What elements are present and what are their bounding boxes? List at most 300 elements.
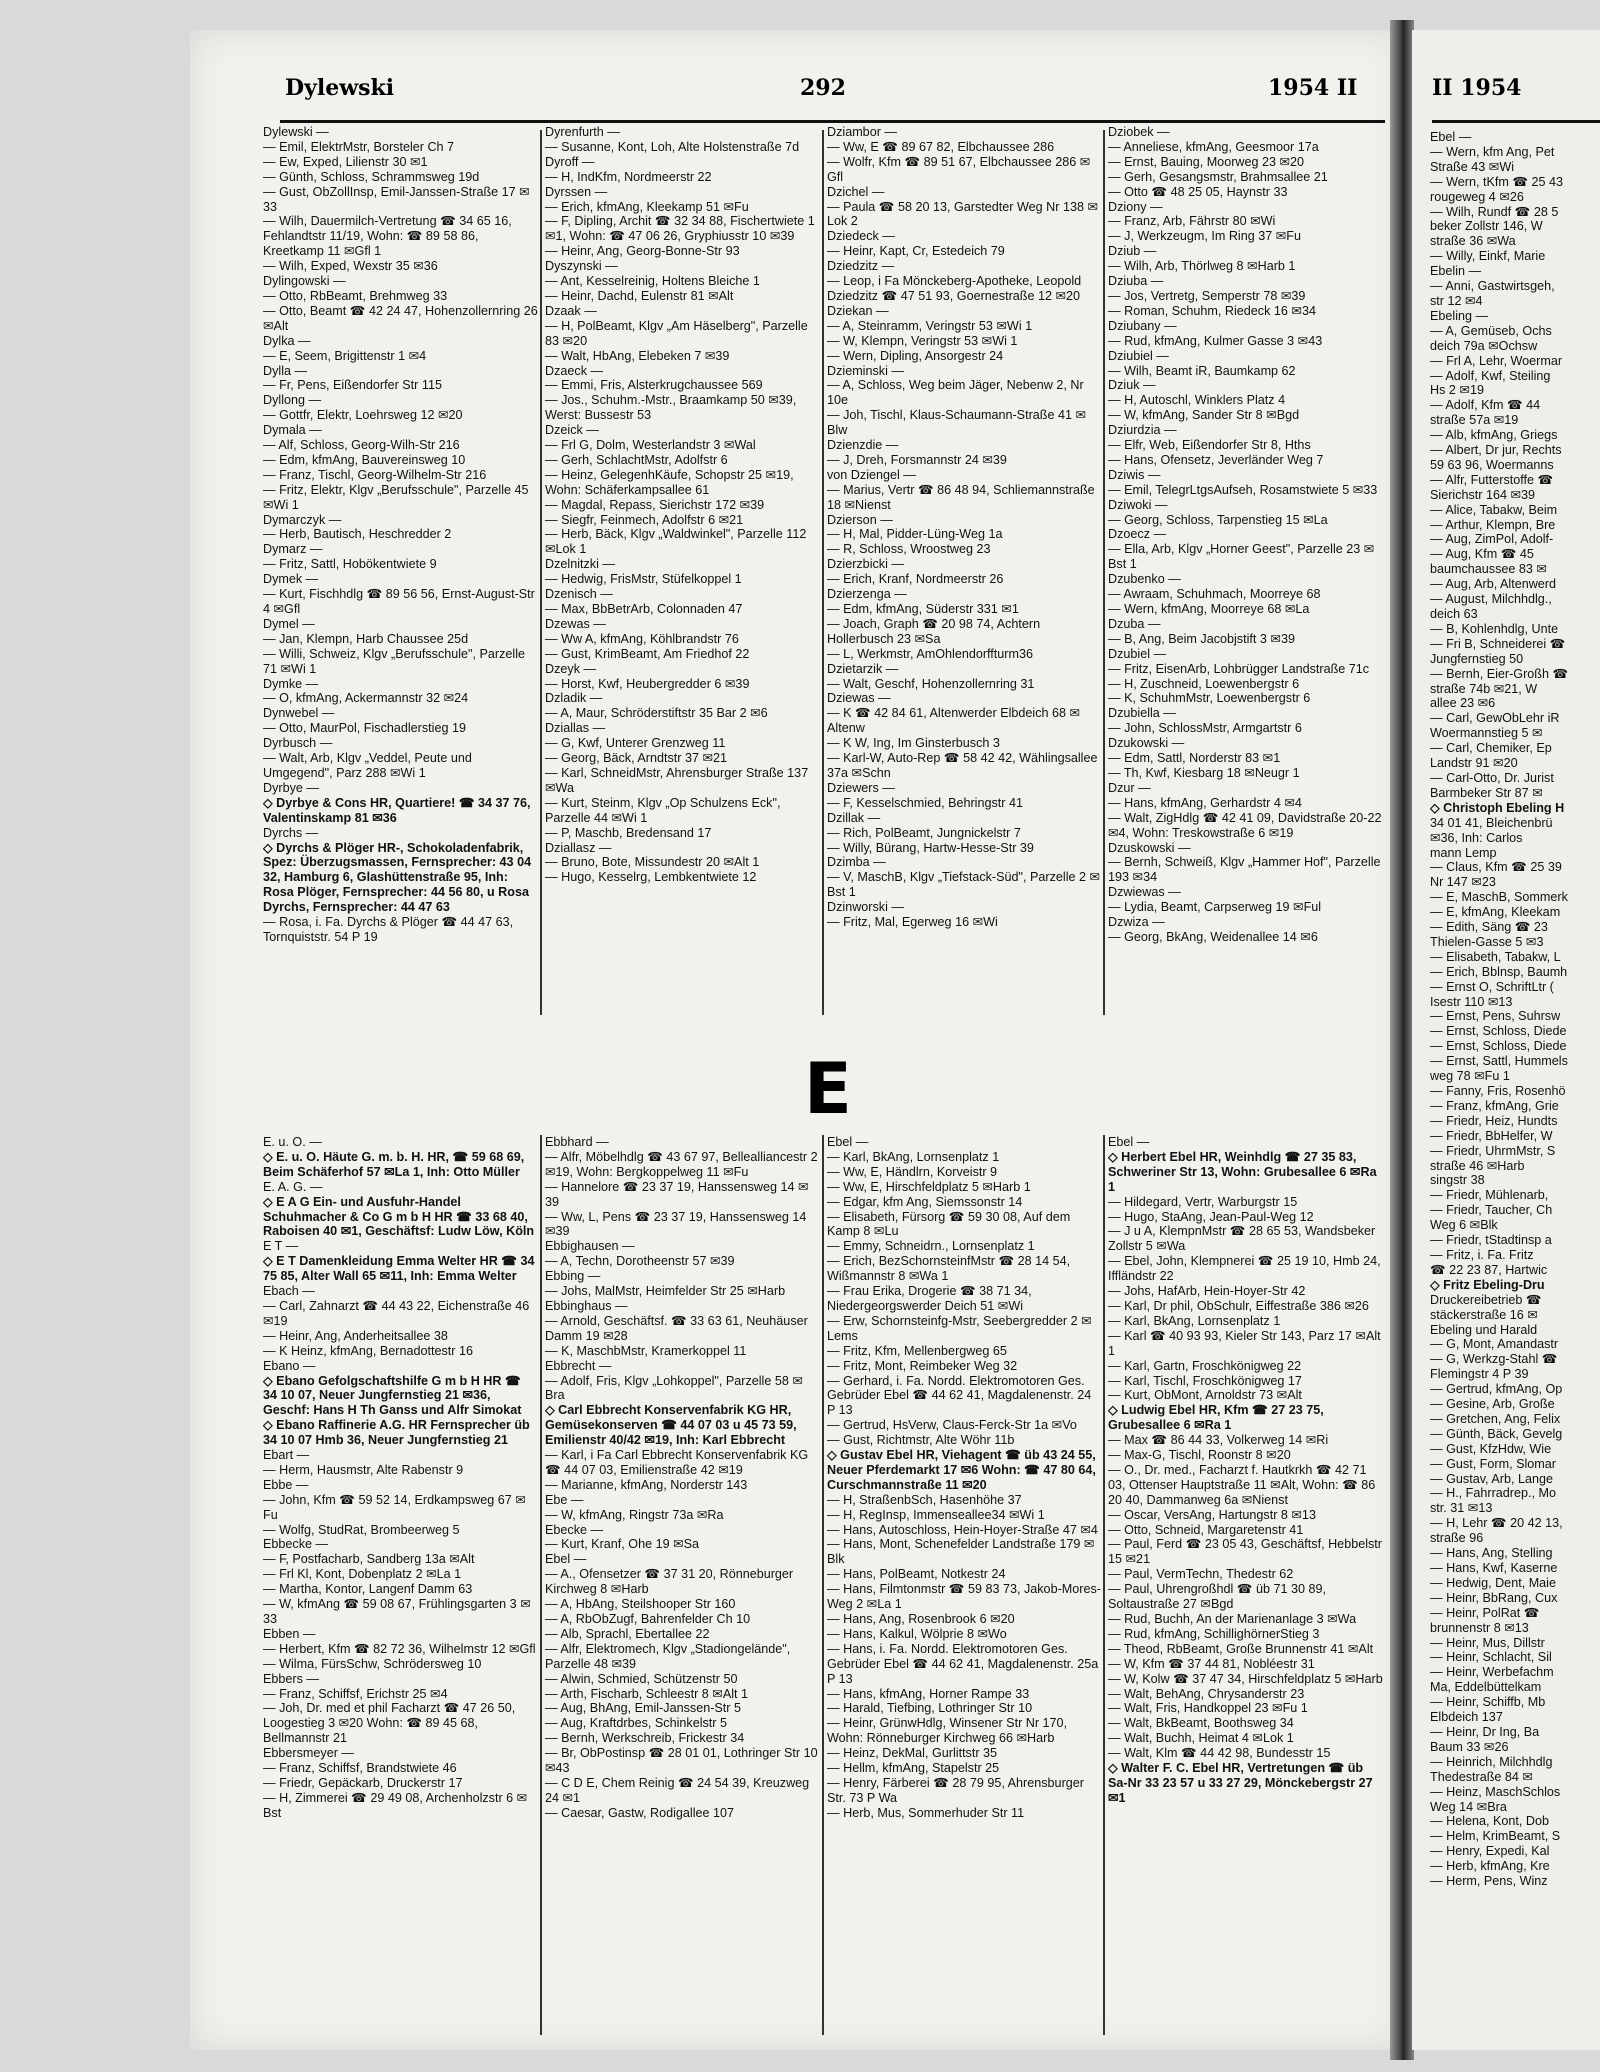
surname-heading: Dziuba — — [1108, 274, 1164, 289]
surname-heading: Ebach — — [263, 1284, 315, 1299]
directory-entry: — Günth, Schloss, Schrammsweg 19d — [263, 169, 480, 184]
directory-entry: ◇ Herbert Ebel HR, Weinhdlg ☎ 27 35 83, Schweriner Str 13, Wohn: Grubesallee 6 ✉Ra 1 — [1108, 1149, 1377, 1194]
directory-entry: — Edm, kfmAng, Bauvereinsweg 10 — [263, 452, 466, 467]
directory-entry: — Walt, HbAng, Elebeken 7 ✉39 — [545, 348, 730, 363]
directory-entry: — Fritz, Mont, Reimbeker Weg 32 — [827, 1358, 1018, 1373]
directory-entry: — Willy, Bürang, Hartw-Hesse-Str 39 — [827, 840, 1034, 855]
surname-heading: Dymarczyk — — [263, 512, 342, 527]
surname-heading: Dziobek — — [1108, 125, 1170, 139]
surname-heading: Dynwebel — — [263, 706, 335, 721]
directory-entry: — Helm, KrimBeamt, S — [1430, 1829, 1561, 1844]
directory-entry: ◇ Fritz Ebeling-Dru — [1430, 1277, 1545, 1292]
column-bottom-4 — [1108, 1135, 1383, 2040]
directory-entry: — Walt, Buchh, Heimat 4 ✉Lok 1 — [1108, 1731, 1294, 1746]
surname-heading: Dzubiella — — [1108, 706, 1176, 721]
directory-entry: — Edgar, kfm Ang, Siemssonstr 14 — [827, 1194, 1023, 1209]
directory-entry: — Johs, MalMstr, Heimfelder Str 25 ✉Harb — [545, 1284, 786, 1299]
surname-heading: Dyrenfurth — — [545, 125, 620, 139]
directory-entry: — Fritz, i. Fa. Fritz — [1430, 1247, 1534, 1262]
directory-entry: — Ernst, Schloss, Diede — [1430, 1024, 1567, 1039]
directory-entry: — Gottfr, Elektr, Loehrsweg 12 ✉20 — [263, 408, 463, 423]
directory-entry: ✉36, Inh: Carlos — [1430, 830, 1523, 845]
directory-entry: — Franz, Schiffsf, Erichstr 25 ✉4 — [263, 1686, 448, 1701]
directory-entry: — Paul, VermTechn, Thedestr 62 — [1108, 1567, 1294, 1582]
directory-entry: — B, Kohlenhdlg, Unte — [1430, 621, 1559, 636]
surname-heading: Dziubany — — [1108, 318, 1177, 333]
directory-entry: — Herb, Mus, Sommerhuder Str 11 — [827, 1805, 1025, 1820]
directory-entry: — Fritz, Sattl, Hobökentwiete 9 — [263, 557, 437, 572]
surname-heading: Ebbighausen — — [545, 1239, 635, 1254]
directory-entry: — Ww, E, Hirschfeldplatz 5 ✉Harb 1 — [827, 1179, 1031, 1194]
directory-entry: Landstr 91 ✉20 — [1430, 756, 1518, 771]
directory-entry: — Ww A, kfmAng, Köhlbrandstr 76 — [545, 631, 739, 646]
directory-entry: — Heinz, DekMal, Gurlittstr 35 — [827, 1746, 998, 1761]
surname-heading: Dzieminski — — [827, 363, 904, 378]
directory-entry: — Kurt, Fischhdlg ☎ 89 56 56, Ernst-August-Str 4 ✉Gfl — [263, 587, 535, 616]
directory-entry: — Franz, Arb, Fährstr 80 ✉Wi — [1108, 214, 1276, 229]
directory-entry: — Carl-Otto, Dr. Jurist — [1430, 770, 1554, 785]
directory-entry: mann Lemp — [1430, 845, 1497, 860]
directory-entry: — Oscar, VersAng, Hartungstr 8 ✉13 — [1108, 1507, 1316, 1522]
surname-heading: E. u. O. — — [263, 1135, 322, 1149]
directory-entry: — Erw, Schornsteinfg-Mstr, Seebergredder 2 ✉Lems — [827, 1313, 1092, 1343]
directory-entry: — Henry, Färberei ☎ 28 79 95, Ahrensburger Str. 73 P Wa — [827, 1775, 1084, 1805]
directory-entry: — Friedr, Taucher, Ch — [1430, 1203, 1553, 1218]
directory-entry: Nr 147 ✉23 — [1430, 875, 1496, 890]
surname-heading: Ebbinghaus — — [545, 1298, 628, 1313]
directory-entry: — Ernst, Schloss, Diede — [1430, 1039, 1567, 1054]
directory-entry: ◇ E T Damenkleidung Emma Welter HR ☎ 34 75 85, Alter Wall 65 ✉11, Inh: Emma Welter — [263, 1254, 535, 1284]
column-divider — [1103, 1135, 1105, 2035]
directory-entry: — A, HbAng, Steilshooper Str 160 — [545, 1597, 736, 1612]
column-top-1 — [263, 125, 538, 1010]
directory-entry: — W, kfmAng, Sander Str 8 ✉Bgd — [1108, 408, 1300, 423]
directory-entry: — Arnold, Geschäftsf. ☎ 33 63 61, Neuhäuser Damm 19 ✉28 — [545, 1313, 808, 1343]
directory-entry: — Otto, RbBeamt, Brehmweg 33 — [263, 288, 448, 303]
directory-entry: — L, Werkmstr, AmOhlendorffturm36 — [827, 646, 1034, 661]
directory-entry: — Heinr, PolRat ☎ — [1430, 1605, 1540, 1620]
directory-entry: ◇ Ludwig Ebel HR, Kfm ☎ 27 23 75, Grubesallee 6 ✉Ra 1 — [1108, 1403, 1324, 1433]
surname-heading: Dziurdzia — — [1108, 423, 1177, 438]
surname-heading: Ebeling — — [1430, 308, 1489, 323]
directory-entry: — Gustav, Arb, Lange — [1430, 1471, 1553, 1486]
directory-entry: — Joh, Tischl, Klaus-Schaumann-Straße 41 ✉Blw — [827, 408, 1087, 438]
directory-entry: — Hans, Ofensetz, Jeverländer Weg 7 — [1108, 452, 1324, 467]
section-letter: E — [804, 1048, 852, 1130]
directory-entry: — H, Zimmerei ☎ 29 49 08, Archenholzstr 6 ✉Bst — [263, 1790, 528, 1820]
directory-entry: — Rud, kfmAng, SchillighörnerStieg 3 — [1108, 1626, 1320, 1641]
directory-entry: str. 31 ✉13 — [1430, 1501, 1493, 1516]
directory-entry: — Gust, ObZollInsp, Emil-Janssen-Straße 17 ✉33 — [263, 184, 530, 214]
surname-heading: Dyrssen — — [545, 184, 608, 199]
directory-entry: — Ernst, Pens, Suhrsw — [1430, 1009, 1561, 1024]
surname-heading: Dziwis — — [1108, 467, 1161, 482]
directory-entry: — Heinrich, Milchhdlg — [1430, 1754, 1553, 1769]
directory-entry: — J, Werkzeugm, Im Ring 37 ✉Fu — [1108, 229, 1301, 244]
directory-entry: — Heinr, Werbefachm — [1430, 1665, 1554, 1680]
directory-entry: — V, MaschB, Klgv „Tiefstack-Süd", Parzelle 2 ✉Bst 1 — [827, 870, 1101, 900]
directory-entry: — W, Kfm ☎ 37 44 81, Nobléestr 31 — [1108, 1656, 1315, 1671]
directory-entry: — Ernst, Sattl, Hummels — [1430, 1054, 1568, 1069]
directory-entry: — Alb, kfmAng, Griegs — [1430, 428, 1558, 443]
directory-entry: — Willi, Schweiz, Klgv „Berufsschule", Parzelle 71 ✉Wi 1 — [263, 646, 526, 676]
directory-entry: — H., Fahrradrep., Mo — [1430, 1486, 1556, 1501]
directory-entry: — Kurt, Steinm, Klgv „Op Schulzens Eck", Parzelle 44 ✉Wi 1 — [545, 795, 781, 825]
directory-entry: — Friedr, Mühlenarb, — [1430, 1188, 1549, 1203]
directory-entry: — Hans, PolBeamt, Notkestr 24 — [827, 1567, 1006, 1582]
column-top-4 — [1108, 125, 1383, 1010]
directory-entry: — Henry, Expedi, Kal — [1430, 1844, 1550, 1859]
page-number: 292 — [800, 75, 846, 101]
directory-entry: — Alfr, Elektromech, Klgv „Stadiongelände", Parzelle 48 ✉39 — [545, 1641, 791, 1671]
directory-entry: — Ew, Exped, Lilienstr 30 ✉1 — [263, 154, 428, 169]
surname-heading: Ebbing — — [545, 1269, 601, 1284]
directory-entry: — Aug, Kraftdrbes, Schinkelstr 5 — [545, 1716, 727, 1731]
column-divider — [540, 1135, 542, 2035]
directory-entry: — Awraam, Schuhmach, Moorreye 68 — [1108, 587, 1321, 602]
surname-heading: von Dziengel — — [827, 467, 916, 482]
directory-entry: — Hans, Autoschloss, Hein-Hoyer-Straße 47 ✉4 — [827, 1522, 1098, 1537]
directory-entry: — Hugo, Kesselrg, Lembkentwiete 12 — [545, 870, 757, 885]
surname-heading: Dyrchs — — [263, 825, 319, 840]
directory-entry: — Herb, kfmAng, Kre — [1430, 1859, 1550, 1874]
directory-entry: — Friedr, Heiz, Hundts — [1430, 1113, 1558, 1128]
surname-heading: Dziewas — — [827, 691, 891, 706]
directory-entry: — Ebel, John, Klempnerei ☎ 25 19 10, Hmb 24, Iffländstr 22 — [1108, 1254, 1381, 1284]
surname-heading: Dzimba — — [827, 855, 886, 870]
directory-entry: Thielen-Gasse 5 ✉3 — [1430, 934, 1544, 949]
directory-entry: — Arthur, Klempn, Bre — [1430, 517, 1556, 532]
directory-entry: — Emil, TelegrLtgsAufseh, Rosamstwiete 5 ✉33 — [1108, 482, 1378, 497]
directory-entry: — Ella, Arb, Klgv „Horner Geest", Parzelle 23 ✉Bst 1 — [1108, 542, 1375, 572]
directory-entry: — Frl G, Dolm, Westerlandstr 3 ✉Wal — [545, 438, 756, 453]
surname-heading: Dymek — — [263, 572, 319, 587]
directory-entry: — K ☎ 42 84 61, Altenwerder Elbdeich 68 ✉Altenw — [827, 706, 1081, 736]
directory-entry: Straße 43 ✉Wi — [1430, 159, 1515, 174]
directory-entry: — Rosa, i. Fa. Dyrchs & Plöger ☎ 44 47 63, Tornquiststr. 54 P 19 — [263, 915, 514, 944]
surname-heading: Dziekan — — [827, 303, 889, 318]
directory-entry: — H, RegInsp, Immenseallee34 ✉Wi 1 — [827, 1507, 1045, 1522]
directory-entry: — Edm, kfmAng, Süderstr 331 ✉1 — [827, 602, 1019, 616]
directory-entry: — Gretchen, Ang, Felix — [1430, 1411, 1561, 1426]
surname-heading: Dziambor — — [827, 125, 897, 139]
directory-entry: — H, Zuschneid, Loewenbergstr 6 — [1108, 676, 1300, 691]
directory-entry: — Wilh, Beamt iR, Baumkamp 62 — [1108, 363, 1296, 378]
directory-entry: — Heinr, Ang, Georg-Bonne-Str 93 — [545, 244, 740, 259]
directory-entry: — Hans, i. Fa. Nordd. Elektromotoren Ges. Gebrüder Ebel ☎ 44 62 41, Magdalenenstr. 25a P 13 — [827, 1641, 1099, 1686]
directory-entry: — Herb, Bäck, Klgv „Waldwinkel", Parzelle 112 ✉Lok 1 — [545, 527, 807, 557]
directory-entry: ◇ Dyrbye & Cons HR, Quartiere! ☎ 34 37 76, Valentinskamp 81 ✉36 — [263, 795, 531, 825]
directory-entry: — Georg, Schloss, Tarpenstieg 15 ✉La — [1108, 512, 1328, 527]
surname-heading: Ebel — — [1430, 130, 1472, 144]
surname-heading: E. A. G. — — [263, 1179, 323, 1194]
surname-heading: Dymke — — [263, 676, 319, 691]
surname-heading: Ebe — — [545, 1492, 584, 1507]
surname-heading: Ebbhard — — [545, 1135, 609, 1149]
directory-entry: ◇ Dyrchs & Plöger HR-, Schokoladenfabrik, Spez: Überzugsmassen, Fernsprecher: 43 04 32, Hamburg 6, Glashüttenstraße 95, Inh: Rosa Plöger, Fernsprecher: 44 56 80, u Rosa Dyrchs, Fernsprecher: 44 47 63 — [263, 840, 532, 915]
directory-entry: — Friedr, Gepäckarb, Druckerstr 17 — [263, 1775, 463, 1790]
directory-entry: — Heinr, Dachd, Eulenstr 81 ✉Alt — [545, 288, 734, 303]
directory-entry: — Wolfr, Kfm ☎ 89 51 67, Elbchaussee 286 ✉Gfl — [827, 154, 1091, 184]
directory-entry: — Anneliese, kfmAng, Geesmoor 17a — [1108, 139, 1319, 154]
surname-heading: Dziallas — — [545, 721, 606, 736]
directory-entry: — Aug, BhAng, Emil-Janssen-Str 5 — [545, 1701, 741, 1716]
directory-entry: — Otto, Beamt ☎ 42 24 47, Hohenzollernring 26 ✉Alt — [263, 303, 538, 333]
directory-entry: — Heinz, MaschSchlos — [1430, 1784, 1561, 1799]
directory-entry: — Bruno, Bote, Missundestr 20 ✉Alt 1 — [545, 855, 760, 870]
directory-entry: Weg 14 ✉Bra — [1430, 1799, 1507, 1814]
directory-entry: Jungfernstieg 50 — [1430, 651, 1524, 666]
directory-entry: — Adolf, Kfm ☎ 44 — [1430, 398, 1541, 413]
directory-entry: — Emil, ElektrMstr, Borsteler Ch 7 — [263, 139, 455, 154]
directory-entry: — Th, Kwf, Kiesbarg 18 ✉Neugr 1 — [1108, 765, 1300, 780]
directory-entry: — O., Dr. med., Facharzt f. Hautkrkh ☎ 42 71 03, Ottenser Hauptstraße 11 ✉Alt, Wohn: ☎ 86 20 40, Dammanweg 6a ✉Nienst — [1108, 1462, 1376, 1507]
directory-entry: — Wern, kfmAng, Moorreye 68 ✉La — [1108, 602, 1310, 616]
directory-entry: — Frau Erika, Drogerie ☎ 38 71 34, Niedergeorgswerder Deich 51 ✉Wi — [827, 1284, 1032, 1313]
surname-heading: Dzierzbicki — — [827, 557, 904, 572]
directory-entry: — P, Maschb, Bredensand 17 — [545, 825, 712, 840]
surname-heading: Dziedzitz — — [827, 259, 895, 274]
directory-entry: — Georg, Bäck, Arndtstr 37 ✉21 — [545, 751, 728, 766]
directory-entry: straße 46 ✉Harb — [1430, 1158, 1525, 1173]
directory-entry: — Wern, Dipling, Ansorgestr 24 — [827, 348, 1004, 363]
directory-entry: Baum 33 ✉26 — [1430, 1739, 1509, 1754]
directory-entry: — Fritz, Mal, Egerweg 16 ✉Wi — [827, 915, 998, 930]
directory-entry: — Adolf, Fris, Klgv „Lohkoppel", Parzelle 58 ✉Bra — [545, 1373, 803, 1403]
surname-heading: Dylka — — [263, 333, 311, 348]
directory-entry: Weg 6 ✉Blk — [1430, 1218, 1498, 1233]
directory-entry: — Joh, Dr. med et phil Facharzt ☎ 47 26 50, Loogestieg 3 ✉20 Wohn: ☎ 89 45 68, Bellmannstr 21 — [263, 1701, 516, 1746]
directory-entry: Isestr 110 ✉13 — [1430, 994, 1513, 1009]
directory-entry: — Alfr, Möbelhdlg ☎ 43 67 97, Bellealliancestr 2 ✉19, Wohn: Bergkoppelweg 11 ✉Fu — [545, 1149, 818, 1179]
directory-entry: — Heinr, Schlacht, Sil — [1430, 1650, 1552, 1665]
surname-heading: Dzichel — — [827, 184, 885, 199]
directory-entry: — Friedr, UhrmMstr, S — [1430, 1143, 1556, 1158]
surname-heading: Ebel — — [1108, 1135, 1150, 1149]
directory-entry: ◇ Gustav Ebel HR, Viehagent ☎ üb 43 24 55, Neuer Pferdemarkt 17 ✉6 Wohn: ☎ 47 80 64, Curschmannstraße 11 ✉20 — [827, 1448, 1096, 1492]
surname-heading: Ebbecke — — [263, 1537, 329, 1552]
directory-entry: — Gerhard, i. Fa. Nordd. Elektromotoren Ges. Gebrüder Ebel ☎ 44 62 41, Magdalenenstr. 24 P 13 — [827, 1373, 1092, 1418]
surname-heading: Ebbe — — [263, 1477, 309, 1492]
directory-entry: — Gust, Richtmstr, Alte Wöhr 11b — [827, 1433, 1015, 1448]
directory-entry: — Karl, BkAng, Lornsenplatz 1 — [827, 1149, 1000, 1164]
directory-entry: str 12 ✉4 — [1430, 293, 1483, 308]
directory-entry: — Fr, Pens, Eißendorfer Str 115 — [263, 378, 442, 393]
directory-entry: — Walt, Klm ☎ 44 42 98, Bundesstr 15 — [1108, 1746, 1331, 1761]
surname-heading: Dzietarzik — — [827, 661, 899, 676]
directory-entry: — Hans, Kwf, Kaserne — [1430, 1561, 1558, 1575]
directory-entry: — Carl, Zahnarzt ☎ 44 43 22, Eichenstraße 46 ✉19 — [263, 1298, 530, 1328]
directory-entry: — John, SchlossMstr, Armgartstr 6 — [1108, 721, 1302, 736]
directory-entry: — Heinr, BbRang, Cux — [1430, 1590, 1558, 1605]
directory-entry: — Elisabeth, Tabakw, L — [1430, 949, 1561, 964]
directory-entry: — Walt, BkBeamt, Boothsweg 34 — [1108, 1716, 1294, 1731]
directory-entry: — Erich, Bblnsp, Baumh — [1430, 964, 1568, 979]
directory-entry: — F, Kesselschmied, Behringstr 41 — [827, 795, 1023, 810]
directory-entry: rougeweg 4 ✉26 — [1430, 189, 1524, 204]
directory-entry: — Max ☎ 86 44 33, Volkerweg 14 ✉Ri — [1108, 1433, 1329, 1448]
surname-heading: Dzewas — — [545, 616, 606, 631]
directory-entry: — Walt, Geschf, Hohenzollernring 31 — [827, 676, 1035, 691]
directory-entry: — Siegfr, Feinmech, Adolfstr 6 ✉21 — [545, 512, 744, 527]
directory-entry: — Hedwig, Dent, Maie — [1430, 1575, 1556, 1590]
directory-entry: — G, Kwf, Unterer Grenzweg 11 — [545, 736, 726, 751]
directory-entry: beker Zollstr 146, W — [1430, 219, 1543, 234]
surname-heading: Dymala — — [263, 423, 322, 438]
directory-entry: — F, Dipling, Archit ☎ 32 34 88, Fischertwiete 1 ✉1, Wohn: ☎ 47 06 26, Gryphiusstr 10 ✉39 — [545, 214, 815, 244]
directory-entry: — Hans, Ang, Stelling — [1430, 1546, 1553, 1561]
directory-entry: — Alf, Schloss, Georg-Wilh-Str 216 — [263, 438, 460, 453]
surname-heading: Dylingowski — — [263, 274, 346, 289]
directory-entry: — Gerh, SchlachtMstr, Adolfstr 6 — [545, 452, 728, 467]
directory-entry: — Rich, PolBeamt, Jungnickelstr 7 — [827, 825, 1021, 840]
surname-heading: Dyrbye — — [263, 780, 319, 795]
directory-entry: — Walt, Fris, Handkoppel 23 ✉Fu 1 — [1108, 1701, 1308, 1716]
directory-entry: Thedestraße 84 ✉ — [1430, 1769, 1533, 1784]
column-divider — [822, 1135, 824, 2035]
surname-heading: Dziony — — [1108, 199, 1163, 214]
directory-entry: — Fri B, Schneiderei ☎ — [1430, 636, 1566, 651]
directory-entry: — Heinr, GrünwHdlg, Winsener Str Nr 170, Wohn: Rönneburger Kirchweg 66 ✉Harb — [827, 1716, 1068, 1746]
directory-entry: — Hans, kfmAng, Horner Rampe 33 — [827, 1686, 1030, 1701]
directory-entry: — Wilh, Rundf ☎ 28 5 — [1430, 204, 1559, 219]
directory-entry: — Karl, Gartn, Froschkönigweg 22 — [1108, 1358, 1302, 1373]
directory-entry: — Claus, Kfm ☎ 25 39 — [1430, 860, 1562, 875]
directory-entry: — H, PolBeamt, Klgv „Am Häselberg", Parzelle 83 ✉20 — [545, 318, 808, 348]
directory-entry: — Gust, KrimBeamt, Am Friedhof 22 — [545, 646, 750, 661]
directory-entry: — Elisabeth, Fürsorg ☎ 59 30 08, Auf dem Kamp 8 ✉Lu — [827, 1209, 1071, 1239]
directory-entry: ◇ E A G Ein- und Ausfuhr-Handel Schuhmacher & Co G m b H HR ☎ 33 68 40, Raboisen 40 ✉1, Geschäftsf: Ludw Löw, Köln — [263, 1194, 535, 1239]
directory-entry: — Ernst O, SchriftLtr ( — [1430, 979, 1554, 994]
directory-entry: — Karl, i Fa Carl Ebbrecht Konservenfabrik KG ☎ 44 07 03, Emilienstraße 42 ✉19 — [545, 1448, 809, 1477]
directory-entry: — Bernh, Eier-Großh ☎ — [1430, 666, 1569, 681]
directory-entry: — Marianne, kfmAng, Norderstr 143 — [545, 1477, 748, 1492]
directory-entry: — G, Werkzg-Stahl ☎ — [1430, 1352, 1558, 1367]
directory-entry: — Erich, BezSchornsteinfMstr ☎ 28 14 54, Wißmannstr 8 ✉Wa 1 — [827, 1254, 1071, 1284]
directory-entry: — W, kfmAng, Ringstr 73a ✉Ra — [545, 1507, 724, 1522]
directory-entry: — Wolfg, StudRat, Brombeerweg 5 — [263, 1522, 460, 1537]
directory-entry: — Günth, Bäck, Gevelg — [1430, 1426, 1563, 1441]
directory-entry: — Otto, Schneid, Margaretenstr 41 — [1108, 1522, 1304, 1537]
directory-entry: — Hannelore ☎ 23 37 19, Hanssensweg 14 ✉39 — [545, 1179, 809, 1209]
adjacent-header-rule — [1432, 120, 1600, 123]
directory-entry: — A., Ofensetzer ☎ 37 31 20, Rönneburger Kirchweg 8 ✉Harb — [545, 1567, 794, 1597]
surname-heading: Ebben — — [263, 1626, 316, 1641]
directory-entry: — Horst, Kwf, Heubergredder 6 ✉39 — [545, 676, 750, 691]
directory-entry: — Paul, Uhrengroßhdl ☎ üb 71 30 89, Soltaustraße 27 ✉Bgd — [1108, 1582, 1327, 1612]
running-head-left: Dylewski — [285, 75, 395, 101]
adjacent-page — [1412, 30, 1600, 2050]
directory-entry: — Kurt, Kranf, Ohe 19 ✉Sa — [545, 1537, 700, 1552]
surname-heading: Dzeick — — [545, 423, 599, 438]
directory-entry: — Franz, Schiffsf, Brandstwiete 46 — [263, 1761, 457, 1776]
directory-entry: — Heinr, Mus, Dillstr — [1430, 1635, 1545, 1650]
surname-heading: Dzubenko — — [1108, 572, 1181, 587]
directory-entry: — Jos, Vertretg, Semperstr 78 ✉39 — [1108, 288, 1306, 303]
directory-entry: — Aug, Kfm ☎ 45 — [1430, 547, 1534, 562]
directory-entry: Elbdeich 137 — [1430, 1710, 1503, 1725]
column-divider — [822, 130, 824, 1015]
directory-entry: deich 63 — [1430, 607, 1478, 621]
directory-entry: — Alwin, Schmied, Schützenstr 50 — [545, 1671, 738, 1686]
directory-entry: straße 74b ✉21, W — [1430, 681, 1538, 696]
directory-entry: — Fritz, Kfm, Mellenbergweg 65 — [827, 1343, 1007, 1358]
directory-entry: — A, Schloss, Weg beim Jäger, Nebenw 2, Nr 10e — [827, 378, 1084, 408]
directory-entry: — Theod, RbBeamt, Große Brunnenstr 41 ✉Alt — [1108, 1641, 1374, 1656]
directory-entry: — Bernh, Werkschreib, Frickestr 34 — [545, 1731, 745, 1746]
directory-entry: — Hans, kfmAng, Gerhardstr 4 ✉4 — [1108, 795, 1302, 810]
directory-entry: — Roman, Schuhm, Riedeck 16 ✉34 — [1108, 303, 1316, 318]
directory-entry: — K, SchuhmMstr, Loewenbergstr 6 — [1108, 691, 1311, 706]
surname-heading: Dziubiel — — [1108, 348, 1169, 363]
surname-heading: Dzoecz — — [1108, 527, 1167, 542]
directory-entry: — H, IndKfm, Nordmeerstr 22 — [545, 169, 712, 184]
directory-entry: — Wilh, Dauermilch-Vertretung ☎ 34 65 16, Fehlandtstr 11/19, Wohn: ☎ 89 58 86, Kreetkamp 11 ✉Gfl 1 — [263, 214, 512, 259]
directory-entry: — Edm, Sattl, Norderstr 83 ✉1 — [1108, 751, 1281, 766]
directory-entry: — Karl, SchneidMstr, Ahrensburger Straße 137 ✉Wa — [545, 765, 809, 795]
directory-entry: Flemingstr 4 P 39 — [1430, 1367, 1529, 1382]
directory-entry: — A, Maur, Schröderstiftstr 35 Bar 2 ✉6 — [545, 706, 768, 721]
directory-entry: — Herm, Pens, Winz — [1430, 1874, 1548, 1889]
directory-entry: — H, StraßenbSch, Hasenhöhe 37 — [827, 1492, 1022, 1507]
directory-entry: — Gertrud, HsVerw, Claus-Ferck-Str 1a ✉Vo — [827, 1418, 1077, 1433]
directory-entry: — Karl, Dr phil, ObSchulr, Eiffestraße 386 ✉26 — [1108, 1298, 1369, 1313]
surname-heading: Dziwoki — — [1108, 497, 1168, 512]
directory-entry: — Kurt, ObMont, Arnoldstr 73 ✉Alt — [1108, 1388, 1302, 1403]
adjacent-page-header: II 1954 — [1432, 75, 1522, 101]
directory-entry: — Anni, Gastwirtsgeh, — [1430, 279, 1555, 294]
directory-entry: — Walt, Arb, Klgv „Veddel, Peute und Umgegend", Parz 288 ✉Wi 1 — [263, 751, 472, 780]
column-divider — [1103, 130, 1105, 1015]
directory-entry: — Franz, Tischl, Georg-Wilhelm-Str 216 — [263, 467, 487, 482]
directory-entry: — Hans, Mont, Schenefelder Landstraße 179 ✉Blk — [827, 1537, 1095, 1567]
surname-heading: Dzierson — — [827, 512, 893, 527]
directory-entry: — Paula ☎ 58 20 13, Garstedter Weg Nr 138 ✉Lok 2 — [827, 199, 1099, 229]
directory-entry: ◇ E. u. O. Häute G. m. b. H. HR, ☎ 59 68 69, Beim Schäferhof 57 ✉La 1, Inh: Otto Müller — [263, 1149, 525, 1179]
directory-entry: singstr 38 — [1430, 1173, 1485, 1188]
directory-entry: — W, Kolw ☎ 37 47 34, Hirschfeldplatz 5 ✉Harb — [1108, 1671, 1383, 1686]
directory-entry: — Leop, i Fa Mönckeberg-Apotheke, Leopold Dziedzitz ☎ 47 51 93, Goernestraße 12 ✉20 — [827, 274, 1082, 303]
directory-entry: — Fanny, Fris, Rosenhö — [1430, 1084, 1566, 1098]
directory-entry: — Max, BbBetrArb, Colonnaden 47 — [545, 602, 743, 616]
directory-entry: — Alfr, Futterstoffe ☎ — [1430, 472, 1554, 487]
directory-entry: — Wilh, Arb, Thörlweg 8 ✉Harb 1 — [1108, 259, 1296, 274]
directory-entry: — Karl-W, Auto-Rep ☎ 58 42 42, Wählingsallee 37a ✉Schn — [827, 751, 1098, 780]
surname-heading: Dymarz — — [263, 542, 323, 557]
directory-entry: — Gerh, Gesangsmstr, Brahmsallee 21 — [1108, 169, 1328, 184]
directory-entry: — Carl, GewObLehr iR — [1430, 711, 1560, 726]
column-bottom-1 — [263, 1135, 538, 2040]
directory-entry: — K Heinz, kfmAng, Bernadottestr 16 — [263, 1343, 473, 1358]
column-divider — [540, 130, 542, 1015]
directory-entry: — J, Dreh, Forsmannstr 24 ✉39 — [827, 452, 1007, 467]
directory-entry: — Heinr, Kapt, Cr, Estedeich 79 — [827, 244, 1005, 259]
surname-heading: Dylewski — — [263, 125, 329, 139]
surname-heading: Dzeyk — — [545, 661, 597, 676]
directory-entry: — Walt, BehAng, Chrysanderstr 23 — [1108, 1686, 1305, 1701]
surname-heading: Ebel — — [827, 1135, 869, 1149]
surname-heading: Dzukowski — — [1108, 736, 1185, 751]
header-rule — [280, 120, 1385, 123]
directory-entry: — Karl, Tischl, Froschkönigweg 17 — [1108, 1373, 1302, 1388]
surname-heading: Ebelin — — [1430, 264, 1482, 279]
directory-entry: — Erich, Kranf, Nordmeerstr 26 — [827, 572, 1004, 587]
directory-entry: ◇ Walter F. C. Ebel HR, Vertretungen ☎ üb Sa-Nr 33 23 57 u 33 27 29, Mönckebergstr 27 ✉1 — [1108, 1761, 1373, 1805]
directory-entry: — Frl Kl, Kont, Dobenplatz 2 ✉La 1 — [263, 1567, 462, 1582]
directory-entry: straße 57a ✉19 — [1430, 413, 1519, 428]
directory-entry: — August, Milchhdlg., — [1430, 592, 1552, 607]
directory-entry: Druckereibetrieb ☎ — [1430, 1292, 1542, 1307]
